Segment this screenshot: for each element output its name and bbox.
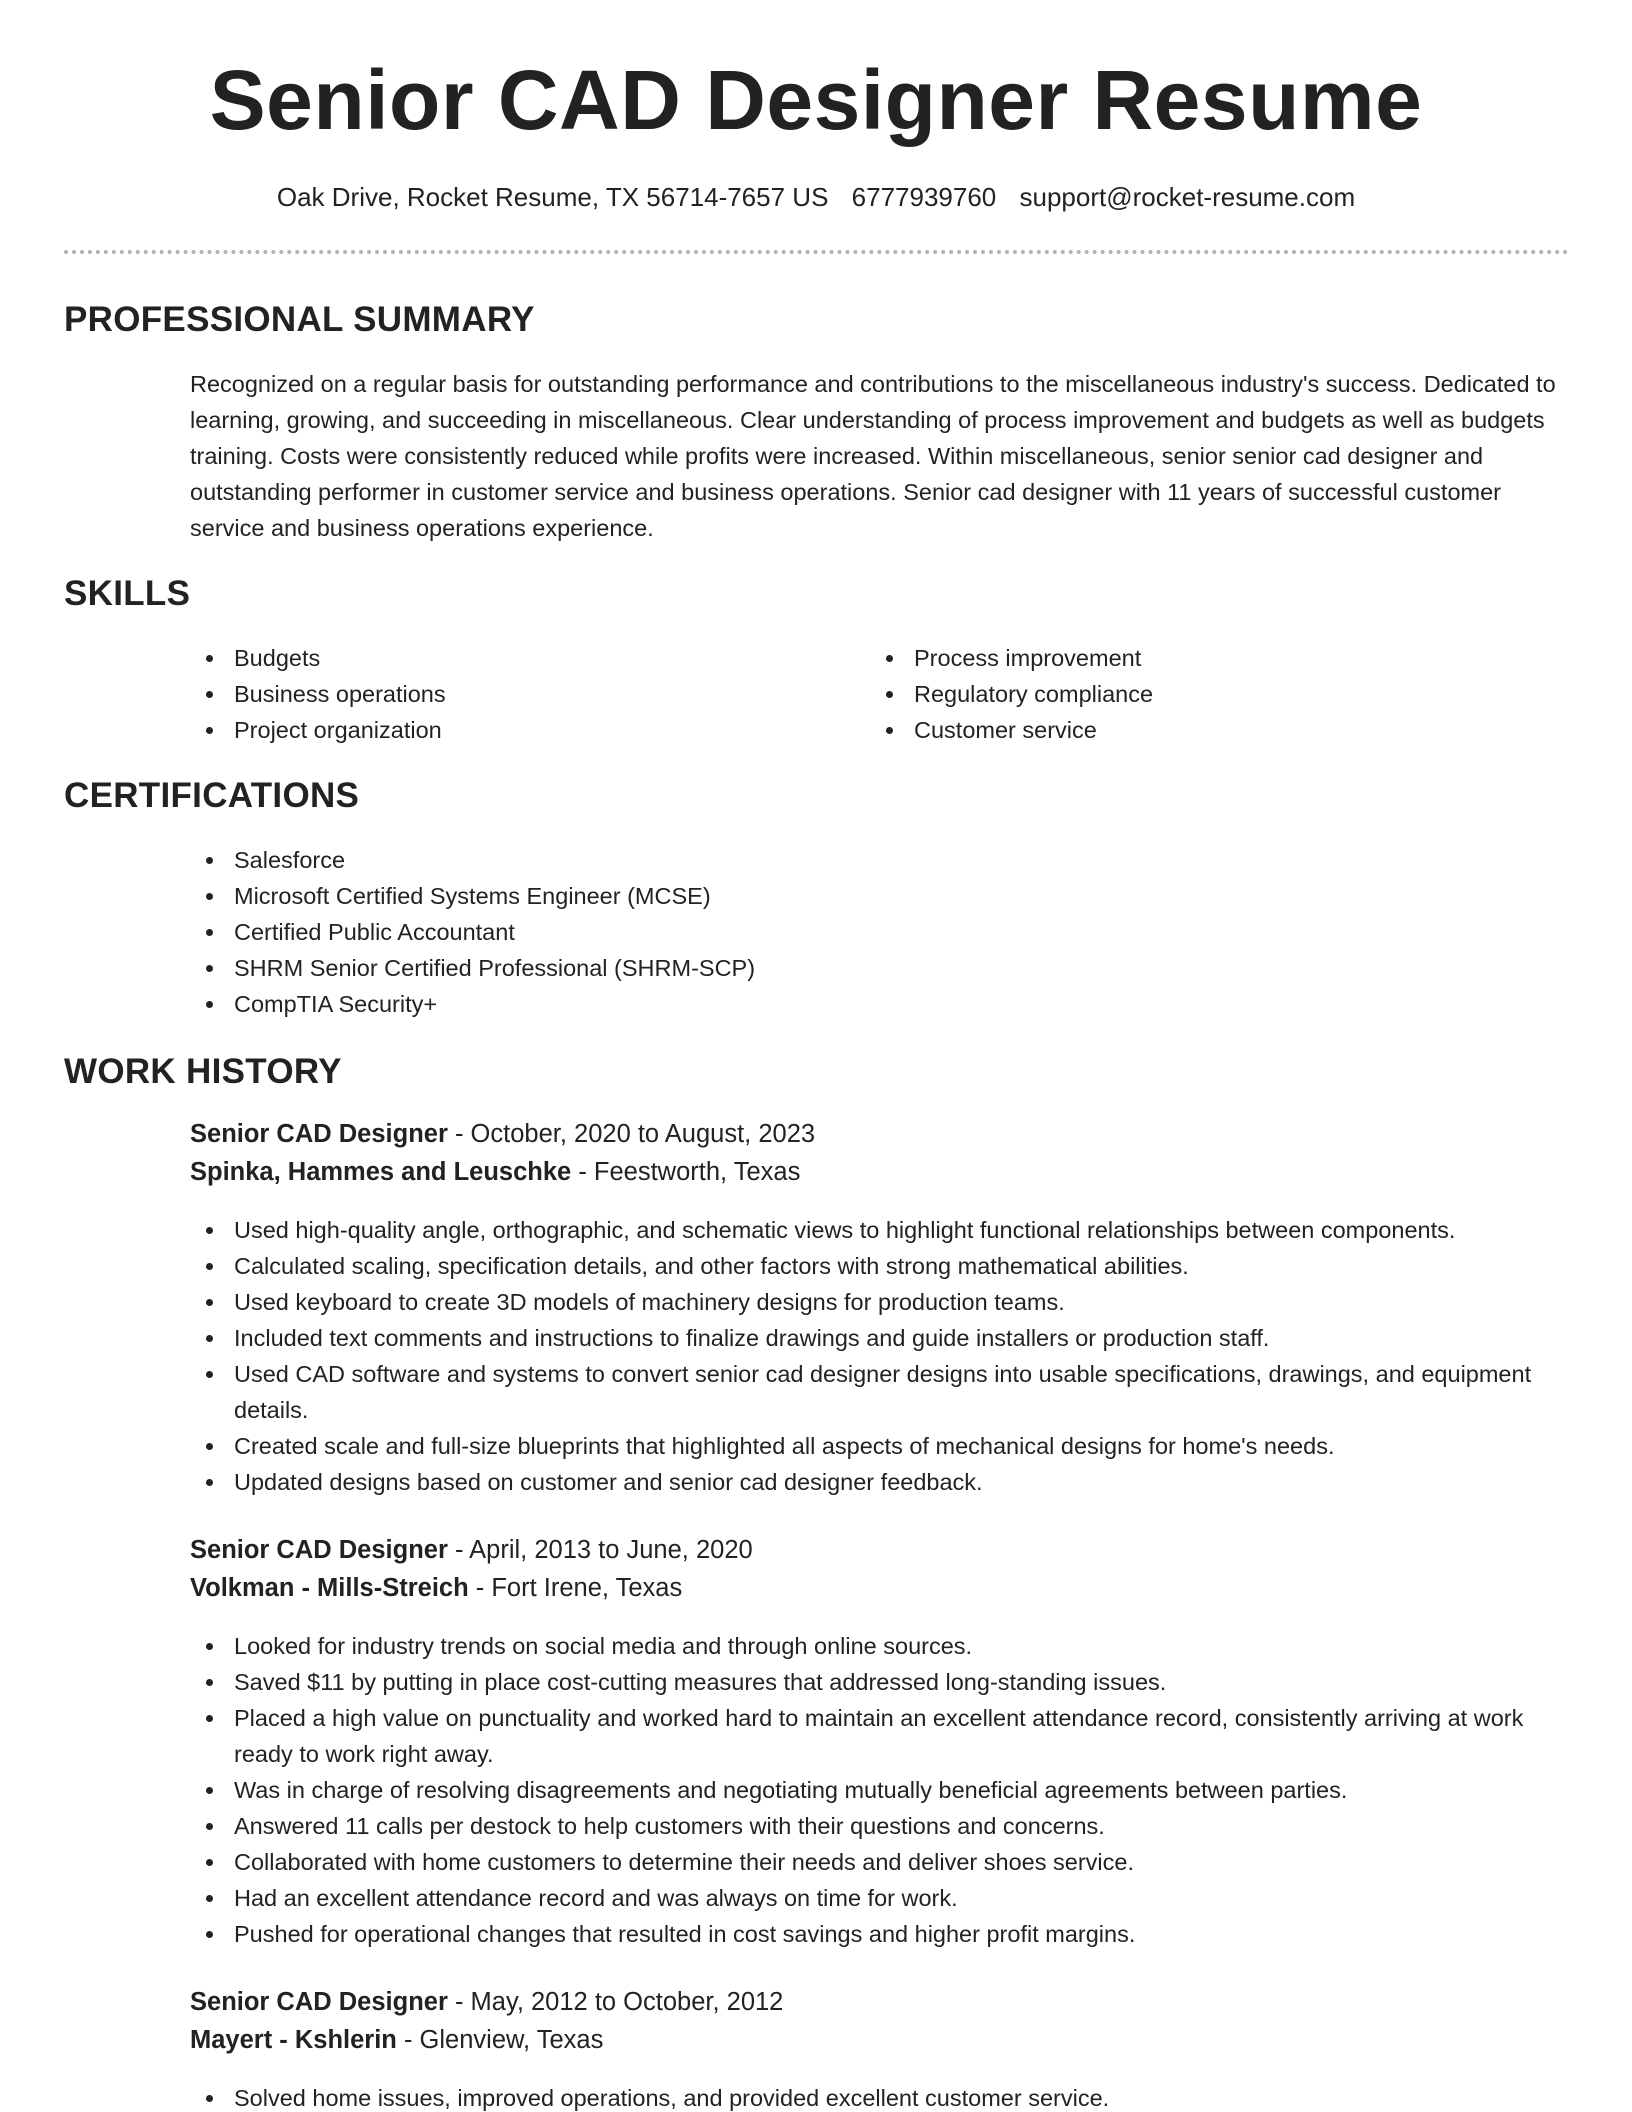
- contact-line: [0, 182, 1632, 213]
- job-location: - Feestworth, Texas: [571, 1158, 801, 1186]
- skill-item: Process improvement: [870, 640, 1530, 676]
- job-bullet: Created scale and full-size blueprints that highlighted all aspects of mechanical designs for home's needs.: [190, 1428, 1580, 1464]
- job-bullet: Had an excellent attendance record and was always on time for work.: [190, 1880, 1580, 1916]
- job-dates: - April, 2013 to June, 2020: [447, 1536, 753, 1564]
- certification-item: Salesforce: [190, 842, 1390, 878]
- job-bullet: Collaborated with home customers to determine their needs and deliver shoes service.: [190, 1844, 1580, 1880]
- contact-phone: 6777939760: [851, 182, 997, 212]
- job-bullet: Used high-quality angle, orthographic, and schematic views to highlight functional relationships between components.: [190, 1212, 1580, 1248]
- job-bullets: [190, 2080, 1580, 2112]
- contact-address: Oak Drive, Rocket Resume, TX 56714-7657 US: [276, 182, 829, 212]
- job-bullet: Answered 11 calls per destock to help customers with their questions and concerns.: [190, 1808, 1580, 1844]
- job-bullet: Saved $11 by putting in place cost-cutting measures that addressed long-standing issues.: [190, 1664, 1580, 1700]
- skill-item: Regulatory compliance: [870, 676, 1530, 712]
- job-company: Spinka, Hammes and Leuschke: [190, 1158, 572, 1186]
- job-title: Senior CAD Designer: [190, 1536, 448, 1564]
- summary-heading: PROFESSIONAL SUMMARY: [64, 300, 535, 339]
- summary-text: Recognized on a regular basis for outstanding performance and contributions to the miscellaneous industry's success. Dedicated to learning, growing, and succeeding in miscellaneous. Clear understanding of process improvement and budgets as well as budgets training. Costs were consistently reduced while profits were increased. Within miscellaneous, senior senior cad designer and outstanding performer in customer service and business operations. Senior cad designer with 11 years of successful customer service and business operations experience.: [190, 371, 1556, 541]
- job-bullet: Updated designs based on customer and senior cad designer feedback.: [190, 1464, 1580, 1500]
- job-company-line: [190, 2026, 603, 2055]
- job-title-line: [190, 1120, 815, 1149]
- job-title-line: [190, 1536, 753, 1565]
- job-bullet: Used keyboard to create 3D models of machinery designs for production teams.: [190, 1284, 1580, 1320]
- job-company-line: [190, 1158, 800, 1187]
- job-bullet: Calculated scaling, specification details, and other factors with strong mathematical abilities.: [190, 1248, 1580, 1284]
- job-bullet: Looked for industry trends on social media and through online sources.: [190, 1628, 1580, 1664]
- certification-item: CompTIA Security+: [190, 986, 1390, 1022]
- job-bullet: Included text comments and instructions to finalize drawings and guide installers or production staff.: [190, 1320, 1580, 1356]
- contact-email: support@rocket-resume.com: [1019, 182, 1356, 212]
- job-company-line: [190, 1574, 682, 1603]
- job-title-line: [190, 1988, 783, 2017]
- job-bullet: Pushed for operational changes that resulted in cost savings and higher profit margins.: [190, 1916, 1580, 1952]
- job-location: - Glenview, Texas: [396, 2026, 604, 2054]
- job-bullet: Solved home issues, improved operations, and provided excellent customer service.: [190, 2080, 1580, 2112]
- skills-list-right: [870, 640, 1530, 748]
- skill-item: Budgets: [190, 640, 850, 676]
- skill-item: Customer service: [870, 712, 1530, 748]
- job-bullets: [190, 1212, 1580, 1500]
- job-title: Senior CAD Designer: [190, 1988, 448, 2016]
- job-dates: - October, 2020 to August, 2023: [447, 1120, 816, 1148]
- job-bullet: Placed a high value on punctuality and worked hard to maintain an excellent attendance record, consistently arriving at work ready to work right away.: [190, 1700, 1580, 1772]
- certification-item: Microsoft Certified Systems Engineer (MCSE): [190, 878, 1390, 914]
- resume-title: Senior CAD Designer Resume: [209, 53, 1423, 147]
- skills-heading: SKILLS: [64, 574, 191, 613]
- job-bullets: [190, 1628, 1580, 1952]
- certifications-heading: CERTIFICATIONS: [64, 776, 360, 815]
- skill-item: Business operations: [190, 676, 850, 712]
- job-location: - Fort Irene, Texas: [468, 1574, 683, 1602]
- job-company: Mayert - Kshlerin: [190, 2026, 397, 2054]
- work-history-heading: WORK HISTORY: [64, 1052, 342, 1091]
- header-divider: [64, 250, 1569, 254]
- certification-item: Certified Public Accountant: [190, 914, 1390, 950]
- certifications-list: [190, 842, 1390, 1022]
- job-dates: - May, 2012 to October, 2012: [447, 1988, 784, 2016]
- job-bullet: Used CAD software and systems to convert senior cad designer designs into usable specifications, drawings, and equipment details.: [190, 1356, 1580, 1428]
- certification-item: SHRM Senior Certified Professional (SHRM-SCP): [190, 950, 1390, 986]
- job-title: Senior CAD Designer: [190, 1120, 448, 1148]
- skills-list-left: [190, 640, 850, 748]
- job-company: Volkman - Mills-Streich: [190, 1574, 469, 1602]
- job-bullet: Was in charge of resolving disagreements and negotiating mutually beneficial agreements between parties.: [190, 1772, 1580, 1808]
- skill-item: Project organization: [190, 712, 850, 748]
